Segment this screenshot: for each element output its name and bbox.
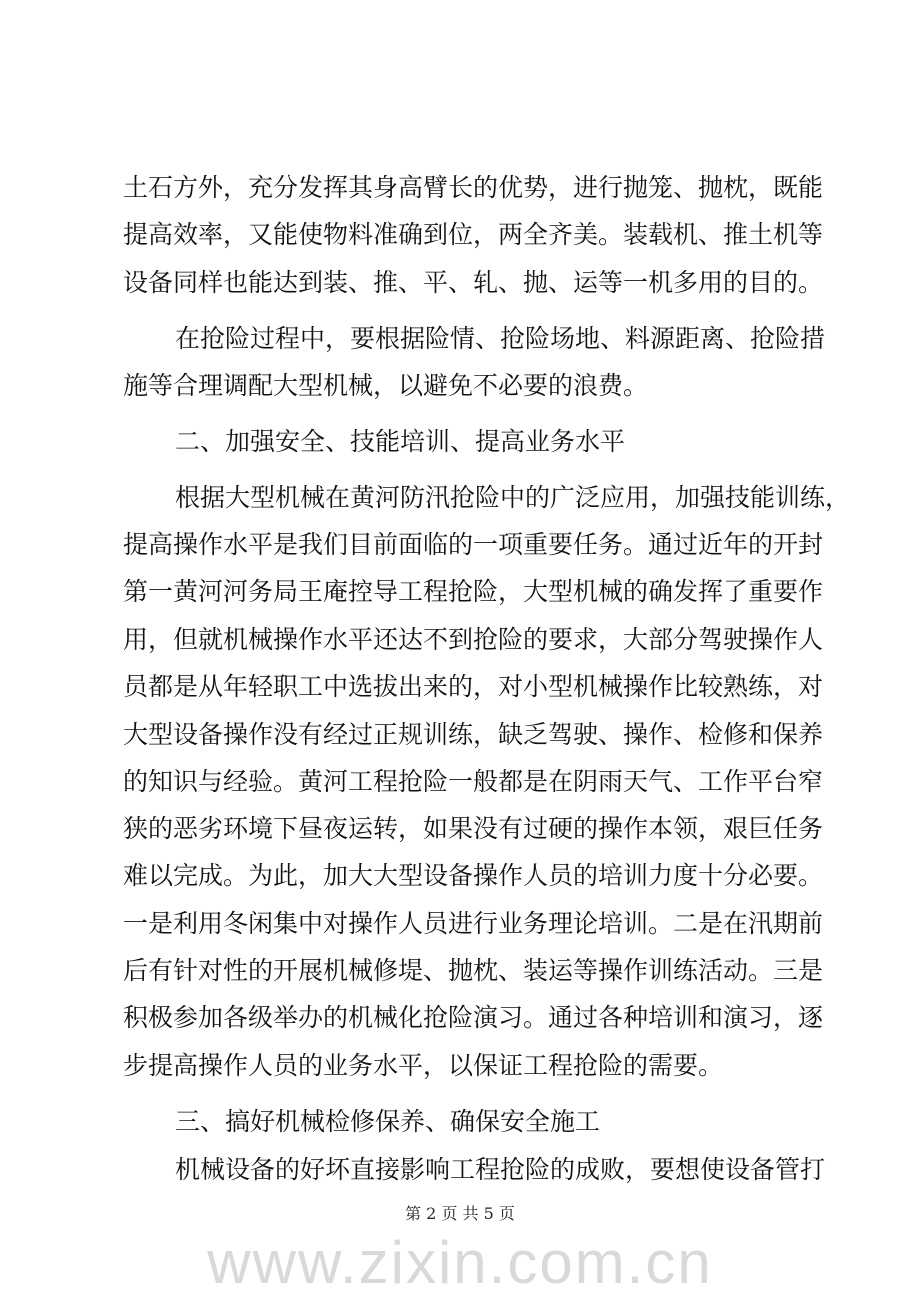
text-line: 狭的恶劣环境下昼夜运转，如果没有过硬的操作本领，艰巨任务: [123, 814, 824, 843]
text-line: 机械设备的好坏直接影响工程抢险的成败，要想使设备管打: [175, 1155, 826, 1184]
text-line: 第一黄河河务局王庵控导工程抢险，大型机械的确发挥了重要作: [123, 577, 824, 606]
page-footer: 第 2 页 共 5 页: [405, 1204, 515, 1223]
section-heading: 三、搞好机械检修保养、确保安全施工: [175, 1107, 601, 1136]
text-line: 提高操作水平是我们目前面临的一项重要任务。通过近年的开封: [123, 530, 824, 559]
text-line: 根据大型机械在黄河防汛抢险中的广泛应用，加强技能训练，: [175, 483, 851, 512]
text-line: 一是利用冬闲集中对操作人员进行业务理论培训。二是在汛期前: [123, 909, 824, 938]
text-line: 的知识与经验。黄河工程抢险一般都是在阴雨天气、工作平台窄: [123, 767, 824, 796]
text-line: 提高效率，又能使物料准确到位，两全齐美。装载机、推土机等: [123, 220, 824, 249]
text-line: 后有针对性的开展机械修堤、抛枕、装运等操作训练活动。三是: [123, 956, 824, 985]
watermark: www.zixin.com.cn: [207, 1229, 713, 1296]
section-heading: 二、加强安全、技能培训、提高业务水平: [175, 427, 626, 456]
text-line: 在抢险过程中，要根据险情、抢险场地、料源距离、抢险措: [175, 324, 826, 353]
text-line: 施等合理调配大型机械，以避免不必要的浪费。: [123, 371, 649, 400]
text-line: 员都是从年轻职工中选拔出来的，对小型机械操作比较熟练，对: [123, 672, 824, 701]
text-line: 步提高操作人员的业务水平，以保证工程抢险的需要。: [123, 1051, 724, 1080]
text-line: 大型设备操作没有经过正规训练，缺乏驾驶、操作、检修和保养: [123, 720, 824, 749]
text-line: 用，但就机械操作水平还达不到抢险的要求，大部分驾驶操作人: [123, 625, 824, 654]
text-line: 难以完成。为此，加大大型设备操作人员的培训力度十分必要。: [123, 861, 824, 890]
text-line: 积极参加各级举办的机械化抢险演习。通过各种培训和演习，逐: [123, 1003, 824, 1032]
text-line: 土石方外，充分发挥其身高臂长的优势，进行抛笼、抛枕，既能: [123, 173, 824, 202]
text-line: 设备同样也能达到装、推、平、轧、抛、运等一机多用的目的。: [123, 268, 824, 297]
